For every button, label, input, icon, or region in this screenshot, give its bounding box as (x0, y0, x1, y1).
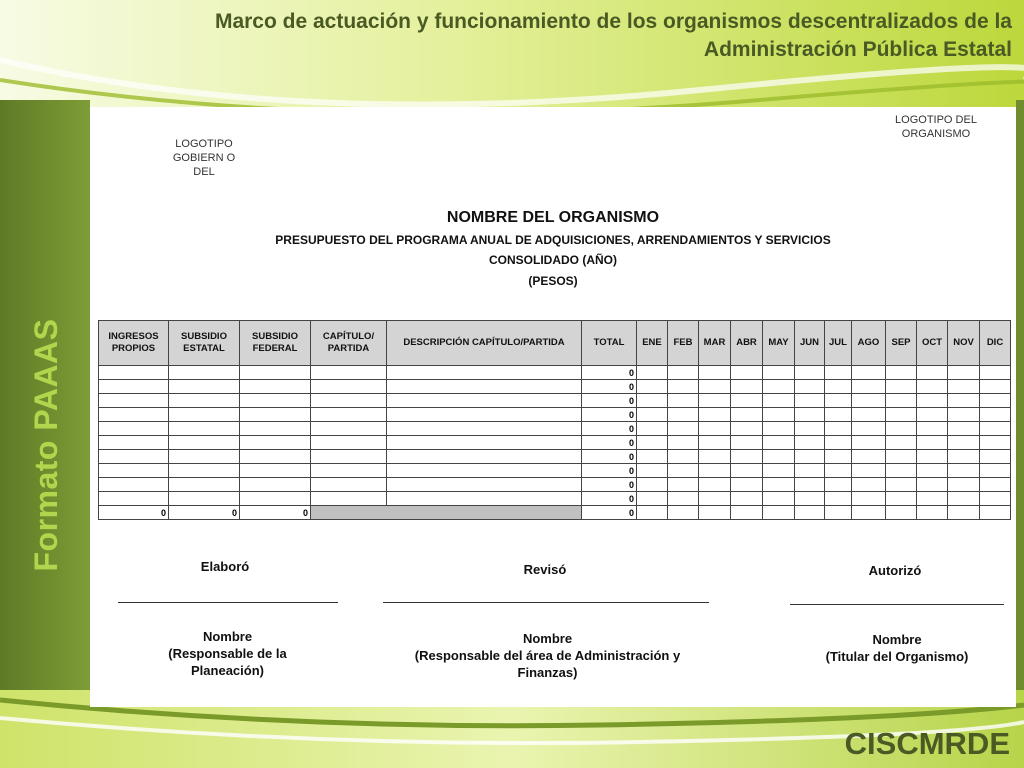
table-cell (763, 450, 795, 464)
table-row (99, 450, 1011, 464)
month-cell (917, 506, 948, 520)
table-row (99, 478, 1011, 492)
table-cell (240, 436, 311, 450)
table-cell (240, 492, 311, 506)
row-total-cell: 0 (582, 492, 637, 506)
table-cell (948, 408, 980, 422)
table-cell (825, 436, 852, 450)
table-cell (637, 408, 668, 422)
row-total-cell: 0 (582, 450, 637, 464)
table-cell (668, 366, 699, 380)
total-federal-cell: 0 (240, 506, 311, 520)
month-cell (948, 506, 980, 520)
table-cell (311, 408, 387, 422)
table-cell (917, 380, 948, 394)
table-cell (980, 436, 1011, 450)
table-cell (311, 366, 387, 380)
month-cell (886, 506, 917, 520)
elaboro-role: (Responsable de la Planeación) (168, 646, 287, 678)
table-cell (99, 422, 169, 436)
table-cell (886, 464, 917, 478)
table-cell (852, 478, 886, 492)
col-header: TOTAL (582, 321, 637, 366)
table-cell (917, 422, 948, 436)
table-cell (240, 408, 311, 422)
table-cell (637, 450, 668, 464)
table-cell (668, 436, 699, 450)
table-cell (825, 492, 852, 506)
table-cell (852, 394, 886, 408)
table-row (99, 492, 1011, 506)
table-row (99, 436, 1011, 450)
table-cell (99, 492, 169, 506)
table-cell (886, 478, 917, 492)
col-header: ABR (731, 321, 763, 366)
table-cell (795, 464, 825, 478)
table-cell (825, 394, 852, 408)
budget-table (98, 320, 1011, 520)
col-header: ENE (637, 321, 668, 366)
organism-name: NOMBRE DEL ORGANISMO (446, 209, 660, 226)
table-cell (886, 380, 917, 394)
autorizo-label: Autorizó (868, 563, 922, 578)
table-total-row (99, 506, 1011, 520)
row-total-cell: 0 (582, 436, 637, 450)
table-cell (699, 492, 731, 506)
table-cell (169, 366, 240, 380)
table-cell (948, 394, 980, 408)
table-cell (240, 478, 311, 492)
table-cell (311, 492, 387, 506)
table-cell (795, 436, 825, 450)
table-cell (795, 478, 825, 492)
autorizo-name-block (802, 631, 992, 665)
elaboro-name-block (140, 628, 315, 679)
table-cell (668, 478, 699, 492)
col-header: JUN (795, 321, 825, 366)
table-cell (387, 394, 582, 408)
col-header: MAY (763, 321, 795, 366)
table-header-row (99, 321, 1011, 366)
table-cell (917, 394, 948, 408)
month-cell (668, 506, 699, 520)
month-cell (731, 506, 763, 520)
table-cell (387, 492, 582, 506)
table-cell (825, 450, 852, 464)
table-cell (699, 478, 731, 492)
table-cell (311, 450, 387, 464)
reviso-name: Nombre (522, 631, 573, 646)
doc-subtitle-3: (PESOS) (528, 274, 578, 288)
table-row (99, 394, 1011, 408)
table-cell (668, 394, 699, 408)
table-cell (948, 422, 980, 436)
table-cell (387, 478, 582, 492)
col-header: JUL (825, 321, 852, 366)
table-body (99, 366, 1011, 506)
table-cell (99, 450, 169, 464)
reviso-role: (Responsable del área de Administración y Finanzas) (414, 648, 681, 680)
table-cell (795, 408, 825, 422)
table-cell (980, 366, 1011, 380)
col-header: INGRESOS PROPIOS (99, 321, 169, 366)
table-cell (637, 380, 668, 394)
table-cell (668, 492, 699, 506)
table-cell (852, 408, 886, 422)
table-cell (240, 380, 311, 394)
table-cell (99, 366, 169, 380)
table-cell (240, 422, 311, 436)
table-cell (668, 408, 699, 422)
table-cell (948, 478, 980, 492)
table-cell (980, 450, 1011, 464)
table-cell (825, 422, 852, 436)
table-cell (637, 492, 668, 506)
slide-title (12, 8, 1012, 64)
table-cell (699, 450, 731, 464)
table-cell (852, 492, 886, 506)
table-cell (948, 492, 980, 506)
table-cell (980, 464, 1011, 478)
table-cell (637, 394, 668, 408)
side-label: Formato PAAAS (28, 318, 64, 572)
table-cell (763, 492, 795, 506)
table-cell (699, 408, 731, 422)
table-cell (699, 464, 731, 478)
table-cell (387, 380, 582, 394)
table-cell (699, 422, 731, 436)
table-cell (948, 450, 980, 464)
table-cell (637, 436, 668, 450)
table-cell (795, 366, 825, 380)
table-cell (731, 464, 763, 478)
table-cell (980, 422, 1011, 436)
table-cell (240, 464, 311, 478)
table-cell (980, 380, 1011, 394)
table-cell (731, 366, 763, 380)
table-cell (668, 450, 699, 464)
table-cell (240, 366, 311, 380)
table-cell (886, 492, 917, 506)
table-cell (917, 436, 948, 450)
table-cell (852, 380, 886, 394)
elaboro-label: Elaboró (200, 559, 250, 574)
table-cell (169, 422, 240, 436)
col-header: SUBSIDIO ESTATAL (169, 321, 240, 366)
reviso-name-block (390, 630, 705, 681)
table-cell (886, 436, 917, 450)
table-row (99, 366, 1011, 380)
table-cell (852, 464, 886, 478)
row-total-cell: 0 (582, 366, 637, 380)
table-cell (852, 366, 886, 380)
table-cell (825, 380, 852, 394)
table-cell (852, 436, 886, 450)
table-cell (387, 366, 582, 380)
table-cell (763, 436, 795, 450)
table-cell (731, 478, 763, 492)
table-cell (763, 478, 795, 492)
table-cell (948, 464, 980, 478)
table-cell (169, 450, 240, 464)
table-cell (99, 408, 169, 422)
table-cell (311, 380, 387, 394)
grey-cell (311, 506, 582, 520)
table-cell (240, 394, 311, 408)
table-cell (387, 450, 582, 464)
elaboro-signature-line (118, 602, 338, 603)
table-cell (980, 478, 1011, 492)
table-cell (731, 492, 763, 506)
table-cell (948, 436, 980, 450)
row-total-cell: 0 (582, 478, 637, 492)
table-cell (886, 422, 917, 436)
slide-title-line-2: Administración Pública Estatal (703, 38, 1012, 61)
table-cell (917, 408, 948, 422)
table-row (99, 380, 1011, 394)
table-cell (699, 394, 731, 408)
document-page (90, 107, 1016, 707)
reviso-label: Revisó (523, 562, 567, 577)
month-cell (825, 506, 852, 520)
table-cell (731, 394, 763, 408)
table-cell (795, 492, 825, 506)
table-cell (763, 394, 795, 408)
table-cell (795, 422, 825, 436)
table-cell (948, 380, 980, 394)
table-cell (825, 478, 852, 492)
row-total-cell: 0 (582, 394, 637, 408)
table-cell (387, 436, 582, 450)
table-row (99, 408, 1011, 422)
slide-title-line-1: Marco de actuación y funcionamiento de los organismos descentralizados de la (214, 10, 1012, 33)
table-cell (886, 408, 917, 422)
col-header: FEB (668, 321, 699, 366)
table-cell (795, 450, 825, 464)
table-cell (668, 380, 699, 394)
table-cell (311, 394, 387, 408)
table-cell (731, 436, 763, 450)
table-cell (99, 380, 169, 394)
table-cell (637, 366, 668, 380)
table-cell (668, 422, 699, 436)
table-cell (731, 408, 763, 422)
table-cell (917, 464, 948, 478)
table-row (99, 422, 1011, 436)
table-cell (980, 492, 1011, 506)
month-cell (763, 506, 795, 520)
doc-subtitle-1: PRESUPUESTO DEL PROGRAMA ANUAL DE ADQUISICIONES, ARRENDAMIENTOS Y SERVICIOS (275, 233, 831, 247)
doc-subtitle-2: CONSOLIDADO (AÑO) (489, 253, 617, 267)
grand-total-cell: 0 (582, 506, 637, 520)
col-header: SUBSIDIO FEDERAL (240, 321, 311, 366)
table-cell (886, 366, 917, 380)
table-cell (917, 478, 948, 492)
table-cell (311, 422, 387, 436)
col-header: NOV (948, 321, 980, 366)
month-cell (852, 506, 886, 520)
table-cell (240, 450, 311, 464)
table-row (99, 464, 1011, 478)
logo-gov-placeholder: LOGOTIPO GOBIERN O DEL (172, 138, 236, 178)
table-cell (763, 380, 795, 394)
table-cell (795, 394, 825, 408)
table-cell (169, 380, 240, 394)
table-cell (169, 408, 240, 422)
table-cell (731, 380, 763, 394)
table-cell (763, 422, 795, 436)
col-header: CAPÍTULO/ PARTIDA (311, 321, 387, 366)
month-cell (980, 506, 1011, 520)
col-header: DIC (980, 321, 1011, 366)
table-cell (169, 492, 240, 506)
table-cell (825, 408, 852, 422)
table-cell (825, 366, 852, 380)
row-total-cell: 0 (582, 422, 637, 436)
table-cell (311, 464, 387, 478)
table-cell (387, 408, 582, 422)
month-cell (637, 506, 668, 520)
table-cell (917, 492, 948, 506)
table-cell (825, 464, 852, 478)
col-header: DESCRIPCIÓN CAPÍTULO/PARTIDA (387, 321, 582, 366)
row-total-cell: 0 (582, 380, 637, 394)
col-header: SEP (886, 321, 917, 366)
table-cell (637, 422, 668, 436)
table-cell (795, 380, 825, 394)
total-estatal-cell: 0 (169, 506, 240, 520)
table-cell (886, 450, 917, 464)
elaboro-name: Nombre (202, 629, 253, 644)
table-cell (763, 464, 795, 478)
table-cell (948, 366, 980, 380)
row-total-cell: 0 (582, 408, 637, 422)
table-cell (699, 436, 731, 450)
month-cell (699, 506, 731, 520)
table-cell (980, 408, 1011, 422)
logo-org-placeholder: LOGOTIPO DEL ORGANISMO (895, 114, 977, 140)
table-cell (99, 464, 169, 478)
table-cell (763, 408, 795, 422)
col-header: OCT (917, 321, 948, 366)
table-cell (637, 478, 668, 492)
table-cell (99, 478, 169, 492)
footer-brand: CISCMRDE (844, 726, 1010, 761)
reviso-signature-line (383, 602, 709, 603)
table-cell (169, 436, 240, 450)
col-header: MAR (699, 321, 731, 366)
col-header: AGO (852, 321, 886, 366)
table-cell (731, 450, 763, 464)
table-cell (980, 394, 1011, 408)
table-cell (917, 366, 948, 380)
table-cell (886, 394, 917, 408)
table-cell (387, 464, 582, 478)
table-cell (169, 464, 240, 478)
table-cell (763, 366, 795, 380)
table-cell (99, 436, 169, 450)
autorizo-name: Nombre (872, 632, 922, 647)
autorizo-role: (Titular del Organismo) (825, 649, 969, 664)
table-cell (99, 394, 169, 408)
table-cell (668, 464, 699, 478)
table-cell (311, 436, 387, 450)
table-cell (917, 450, 948, 464)
row-total-cell: 0 (582, 464, 637, 478)
table-cell (311, 478, 387, 492)
table-cell (387, 422, 582, 436)
table-cell (731, 422, 763, 436)
table-cell (637, 464, 668, 478)
table-cell (699, 380, 731, 394)
total-ingresos-cell: 0 (99, 506, 169, 520)
table-cell (699, 366, 731, 380)
table-cell (169, 478, 240, 492)
table-cell (169, 394, 240, 408)
table-cell (852, 450, 886, 464)
autorizo-signature-line (790, 604, 1004, 605)
month-cell (795, 506, 825, 520)
table-cell (852, 422, 886, 436)
